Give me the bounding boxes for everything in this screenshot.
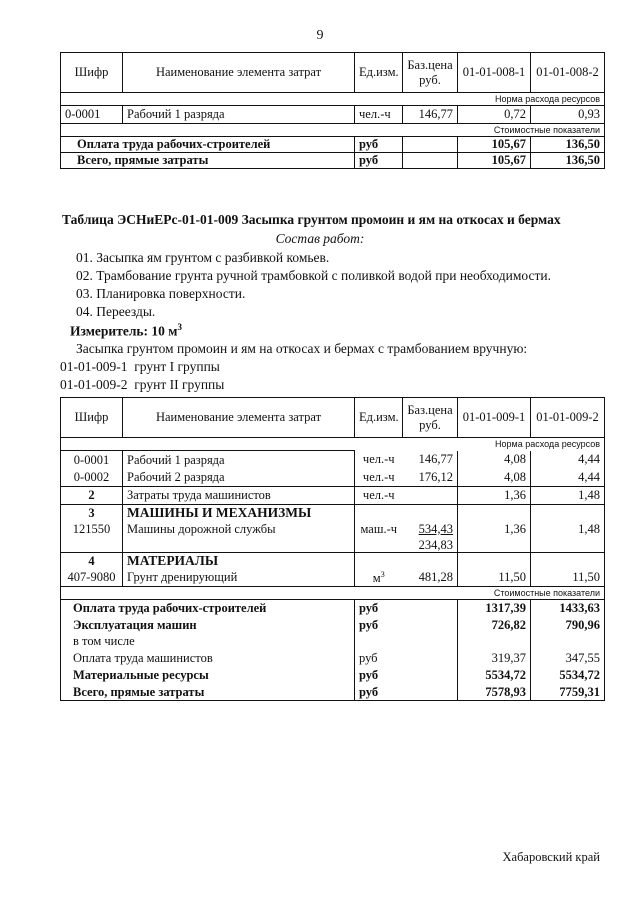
variant-label: грунт II группы — [134, 377, 225, 392]
norm-caption: Норма расхода ресурсов — [458, 93, 605, 106]
resource-table-01-01-009 — [60, 397, 605, 701]
norm-caption: Норма расхода ресурсов — [458, 438, 605, 451]
variant-line — [60, 377, 224, 393]
variant-code: 01-01-009-2 — [60, 377, 128, 392]
work-step: 01. Засыпка ям грунтом с разбивкой комьев. — [76, 250, 330, 265]
norm-caption-row — [61, 93, 605, 106]
totals-row: Оплата труда рабочих-строителей руб 105,67 136,50 — [61, 137, 605, 153]
table-header-row — [61, 398, 605, 438]
work-step: 03. Планировка поверхности. — [76, 286, 246, 301]
header-price: Баз.цена руб. — [403, 398, 458, 438]
section-subtitle: Состав работ: — [275, 231, 365, 246]
totals-row: Материальные ресурсы руб 5534,72 5534,72 — [61, 667, 605, 684]
norm-caption-row — [61, 438, 605, 451]
measure-unit: Измеритель: 10 $м^3$ — [70, 322, 182, 339]
table-row: 407-9080 Грунт дренирующий $м^3$ 481,28 11,50 11,50 — [61, 569, 605, 587]
table-row: 234,83 — [61, 538, 605, 553]
section-title: Таблица ЭСНиЕРс-01-01-009 Засыпка грунтом промоин и ям на откосах и бермах — [62, 212, 561, 227]
header-price: Баз.цена руб. — [403, 53, 458, 93]
work-description: Засыпка грунтом промоин и ям на откосах и бермах с трамбованием вручную: — [76, 341, 528, 356]
variant-code: 01-01-009-1 — [60, 359, 128, 374]
totals-row: в том числе — [61, 634, 605, 650]
header-col1: 01-01-009-1 — [458, 398, 531, 438]
table-header-row — [61, 53, 605, 93]
table-row: 121550 Машины дорожной службы маш.-ч 534,43 1,36 1,48 — [61, 521, 605, 538]
totals-row: Всего, прямые затраты руб 7578,93 7759,31 — [61, 684, 605, 701]
table-row: 0-0001 Рабочий 1 разряда чел.-ч 146,77 4,08 4,44 — [61, 451, 605, 469]
header-unit: Ед.изм. — [355, 53, 403, 93]
table-row: 0-0001 Рабочий 1 разряда чел.-ч 146,77 0,72 0,93 — [61, 106, 605, 124]
table-row: 0-0002 Рабочий 2 разряда чел.-ч 176,12 4,08 4,44 — [61, 469, 605, 487]
group-row: 4 МАТЕРИАЛЫ — [61, 553, 605, 569]
cost-caption: Стоимостные показатели — [458, 587, 605, 600]
header-col2: 01-01-008-2 — [531, 53, 605, 93]
page-number: 9 — [316, 28, 324, 43]
header-name: Наименование элемента затрат — [123, 398, 355, 438]
totals-row: Всего, прямые затраты руб 105,67 136,50 — [61, 153, 605, 169]
resource-table-01-01-008 — [60, 52, 605, 169]
totals-row: Оплата труда машинистов руб 319,37 347,55 — [61, 650, 605, 667]
work-step: 02. Трамбование грунта ручной трамбовкой с поливкой водой при необходимости. — [76, 268, 551, 283]
header-unit: Ед.изм. — [355, 398, 403, 438]
cost-caption-row — [61, 124, 605, 137]
table-row: 2 Затраты труда машинистов чел.-ч 1,36 1,48 — [61, 487, 605, 505]
header-col1: 01-01-008-1 — [458, 53, 531, 93]
variant-label: грунт I группы — [134, 359, 220, 374]
header-code: Шифр — [61, 53, 123, 93]
cost-caption: Стоимостные показатели — [458, 124, 605, 137]
cost-caption-row — [61, 587, 605, 600]
totals-row: Эксплуатация машин руб 726,82 790,96 — [61, 617, 605, 634]
group-row: 3 МАШИНЫ И МЕХАНИЗМЫ — [61, 505, 605, 521]
header-code: Шифр — [61, 398, 123, 438]
header-col2: 01-01-009-2 — [531, 398, 605, 438]
region-footer: Хабаровский край — [502, 850, 600, 864]
work-step: 04. Переезды. — [76, 304, 156, 319]
totals-row: Оплата труда рабочих-строителей руб 1317,39 1433,63 — [61, 600, 605, 617]
header-name: Наименование элемента затрат — [123, 53, 355, 93]
variant-line — [60, 359, 220, 375]
